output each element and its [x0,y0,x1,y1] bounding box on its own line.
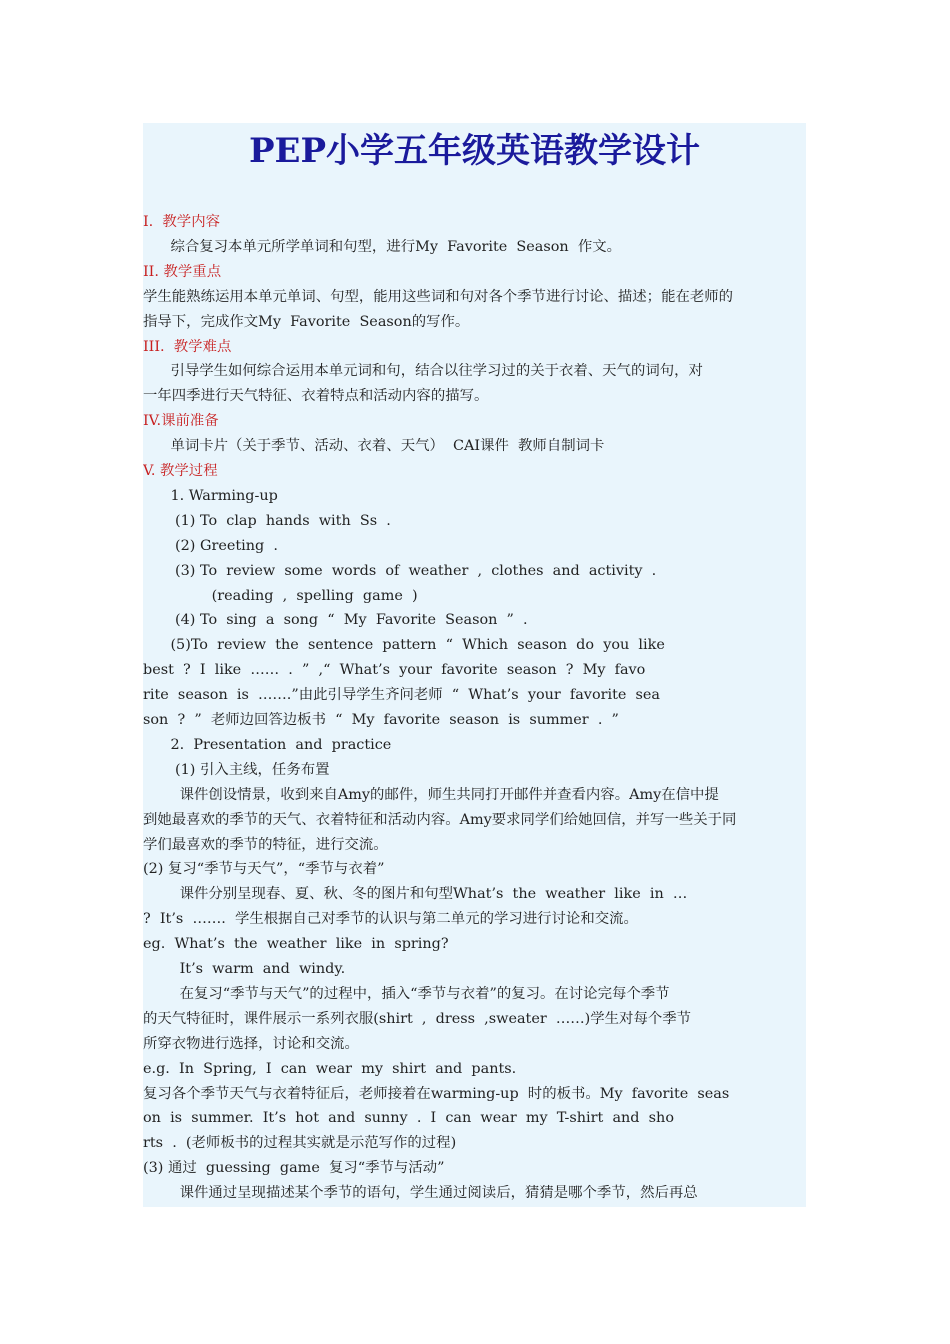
line-text: 课件创设情景，收到来自Amy的邮件，师生共同打开邮件并查看内容。Amy在信中提 [143,786,719,803]
section-heading [143,335,806,360]
body-line [143,982,806,1007]
body-line [143,434,806,459]
body-line [143,957,806,982]
section-heading [143,210,806,235]
line-text: eg. What’s the weather like in spring? [143,936,449,953]
body-line [143,509,806,534]
line-text: (4) To sing a song “ My Favorite Season ” . [143,612,528,629]
line-text: 课件分别呈现春、夏、秋、冬的图片和句型What’s the weather like in … [143,886,688,903]
line-text: V. 教学过程 [143,463,218,479]
line-text: 复习各个季节天气与衣着特征后，老师接着在warming-up 时的板书。My favorite seas [143,1085,730,1102]
line-text: I. 教学内容 [143,214,220,230]
document-page [143,123,806,1207]
line-text: 指导下，完成作文My Favorite Season的写作。 [143,313,470,330]
line-text: IV.课前准备 [143,413,219,430]
line-text: 1. Warming-up [143,487,278,504]
line-text: on is summer. It’s hot and sunny . I can wear my T-shirt and sho [143,1110,674,1127]
line-text: rite season is …….”由此引导学生齐问老师 “ What’s your favorite sea [143,687,661,704]
line-text: 在复习“季节与天气”的过程中，插入“季节与衣着”的复习。在讨论完每个季节 [143,985,670,1002]
body-line [143,559,806,584]
body-line [143,633,806,658]
line-text: II. 教学重点 [143,263,222,280]
line-text: (3) To review some words of weather , clothes and activity . [143,562,657,579]
line-text: 的天气特征时，课件展示一系列衣服(shirt , dress ,sweater ……)学生对每个季节 [143,1010,692,1027]
line-text: (3) 通过 guessing game 复习“季节与活动” [143,1160,445,1177]
body-line [143,484,806,509]
body-line [143,1181,806,1206]
body-line [143,534,806,559]
body-line [143,783,806,808]
line-text: rts . (老师板书的过程其实就是示范写作的过程) [143,1135,457,1152]
body-line [143,285,806,310]
body-line [143,808,806,833]
body-line [143,932,806,957]
body-line [143,1057,806,1082]
section-heading [143,459,806,484]
line-text: (5)To review the sentence pattern “ Which season do you like [143,637,665,654]
line-text: son ? ” 老师边回答边板书 “ My favorite season is summer . ” [143,712,619,728]
line-text: III. 教学难点 [143,338,232,355]
line-text: (1) To clap hands with Ss . [143,512,391,529]
line-text: 所穿衣物进行选择，讨论和交流。 [143,1035,359,1052]
line-text: e.g. In Spring, I can wear my shirt and pants. [143,1060,517,1077]
body-line [143,658,806,683]
body-line [143,733,806,758]
line-text: 学们最喜欢的季节的特征，进行交流。 [143,836,388,853]
body-line [143,857,806,882]
line-text: 综合复习本单元所学单词和句型，进行My Favorite Season 作文。 [143,238,622,255]
line-text: It’s warm and windy. [143,961,346,977]
body-line [143,833,806,858]
body-line [143,608,806,633]
body-line [143,384,806,409]
section-heading [143,409,806,434]
section-heading [143,260,806,285]
body-line [143,907,806,932]
body-line [143,310,806,335]
line-text: 课件通过呈现描述某个季节的语句，学生通过阅读后，猜猜是哪个季节，然后再总 [143,1185,698,1202]
body-line [143,1082,806,1107]
line-text: 一年四季进行天气特征、衣着特点和活动内容的描写。 [143,388,489,405]
line-text: 到她最喜欢的季节的天气、衣着特征和活动内容。Amy要求同学们给她回信，并写一些关于同 [143,811,737,828]
body-line [143,683,806,708]
line-text: (reading , spelling game ) [143,587,418,604]
body-line [143,708,806,733]
line-text: 引导学生如何综合运用本单元词和句，结合以往学习过的关于衣着、天气的词句，对 [143,363,703,380]
line-text: 2. Presentation and practice [143,736,392,753]
line-text: (2) 复习“季节与天气”，“季节与衣着” [143,861,385,878]
body-line [143,235,806,260]
body-line [143,1156,806,1181]
line-text: ? It’s ……. 学生根据自己对季节的认识与第二单元的学习进行讨论和交流。 [143,911,638,928]
line-text: 单词卡片（关于季节、活动、衣着、天气） CAI课件 教师自制词卡 [143,438,605,455]
line-text: best ? I like …… . ” ,“ What’s your favorite season ? My favo [143,662,646,679]
body-line [143,359,806,384]
line-text: (2) Greeting . [143,537,278,554]
body-line [143,1131,806,1156]
body-line [143,584,806,609]
body-line [143,1106,806,1131]
body-line [143,1007,806,1032]
line-text: (1) 引入主线，任务布置 [143,761,330,778]
document-title: PEP小学五年级英语教学设计 [248,131,701,171]
body-line [143,1032,806,1057]
body-line [143,882,806,907]
line-text: 学生能熟练运用本单元单词、句型，能用这些词和句对各个季节进行讨论、描述；能在老师的 [143,288,734,305]
body-line [143,758,806,783]
